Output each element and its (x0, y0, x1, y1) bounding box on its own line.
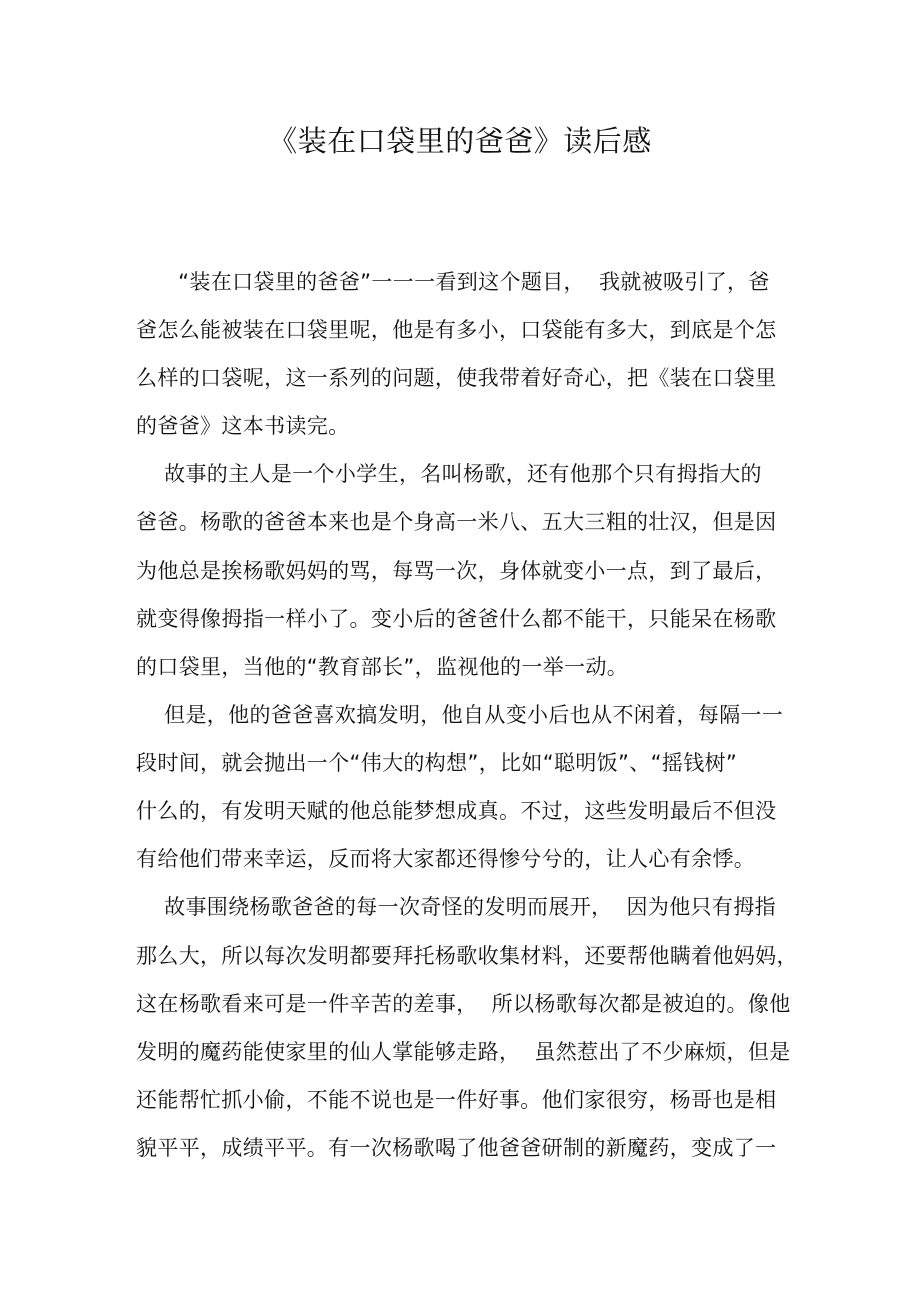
text-line: 爸爸。杨歌的爸爸本来也是个身高一米八、五大三粗的壮汉，但是因 (136, 510, 777, 534)
text-line: 故事围绕杨歌爸爸的每一次奇怪的发明而展开， 因为他只有拇指 (136, 895, 776, 919)
text-line: 故事的主人是一个小学生，名叫杨歌，还有他那个只有拇指大的 (136, 462, 762, 486)
text-line: 为他总是挨杨歌妈妈的骂，每骂一次，身体就变小一点，到了最后， (136, 559, 777, 583)
text-line: 的爸爸》这本书读完。 (136, 414, 350, 438)
text-line: 什么的，有发明天赋的他总能梦想成真。不过，这些发明最后不但没 (136, 799, 777, 823)
text-line: 貌平平，成绩平平。有一次杨歌喝了他爸爸研制的新魔药，变成了一 (136, 1136, 777, 1160)
text-line: 就变得像拇指一样小了。变小后的爸爸什么都不能干，只能呆在杨歌 (136, 607, 777, 631)
text-line: 有给他们带来幸运，反而将大家都还得惨兮兮的，让人心有余悸。 (136, 847, 756, 871)
text-line: 么样的口袋呢，这一系列的问题，使我带着好奇心，把《装在口袋里 (136, 366, 777, 390)
text-line: 那么大，所以每次发明都要拜托杨歌收集材料，还要帮他瞒着他妈妈， (136, 944, 798, 968)
page-title: 《装在口袋里的爸爸》读后感 (268, 124, 652, 158)
text-line: 段时间，就会抛出一个“伟大的构想”，比如“聪明饭”、“摇钱树” (136, 751, 738, 775)
text-line: 还能帮忙抓小偷，不能不说也是一件好事。他们家很穷，杨哥也是相 (136, 1088, 777, 1112)
text-line: 这在杨歌看来可是一件辛苦的差事， 所以杨歌每次都是被迫的。像他 (136, 992, 791, 1016)
text-line: 发明的魔药能使家里的仙人掌能够走路， 虽然惹出了不少麻烦，但是 (136, 1040, 791, 1064)
text-line: “装在口袋里的爸爸”一一一看到这个题目， 我就被吸引了，爸 (136, 270, 770, 294)
text-line: 但是，他的爸爸喜欢搞发明，他自从变小后也从不闲着，每隔一一 (136, 703, 784, 727)
text-line: 爸怎么能被装在口袋里呢，他是有多小，口袋能有多大，到底是个怎 (136, 318, 777, 342)
text-line: 的口袋里，当他的“教育部长”，监视他的一举一动。 (136, 655, 629, 679)
